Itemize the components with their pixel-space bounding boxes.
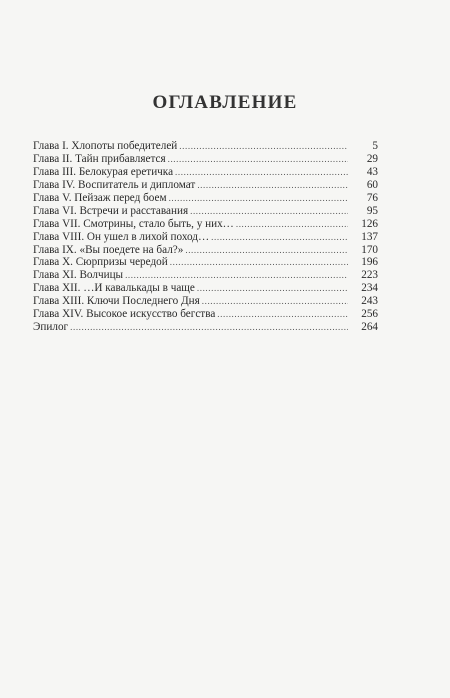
toc-entry: [33, 282, 378, 295]
toc-leader-dots: [169, 192, 348, 205]
toc-entry-page: 29: [366, 152, 378, 165]
toc-entry-page: 243: [361, 295, 378, 308]
toc-entry: [33, 140, 378, 153]
toc-entry: [33, 308, 378, 321]
toc-leader-dots: [197, 282, 348, 295]
page-title: ОГЛАВЛЕНИЕ: [152, 92, 298, 113]
toc-entry-page: 223: [361, 269, 378, 282]
toc-leader-dots: [175, 166, 348, 179]
toc-entry-title: Глава III. Белокурая еретичка: [33, 165, 174, 178]
toc-entry-title: Глава XIII. Ключи Последнего Дня: [33, 295, 200, 308]
toc-entry: [33, 192, 378, 205]
toc-entry: [33, 205, 378, 218]
toc-entry: [33, 256, 378, 269]
toc-leader-dots: [185, 244, 348, 257]
toc-entry: [33, 231, 378, 244]
toc-leader-dots: [190, 205, 348, 218]
toc-entry-page: 5: [372, 140, 378, 152]
toc-entry: [33, 166, 378, 179]
toc-entry-title: Глава XI. Волчицы: [33, 269, 124, 282]
toc-leader-dots: [170, 256, 348, 269]
toc-entry-title: Глава VI. Встречи и расставания: [33, 204, 189, 217]
toc-entry: [33, 244, 378, 257]
toc-entry-title: Глава IV. Воспитатель и дипломат: [33, 178, 196, 191]
table-of-contents: [33, 140, 378, 334]
toc-leader-dots: [70, 321, 348, 334]
toc-entry-title: Глава XIV. Высокое искусство бегства: [33, 308, 216, 321]
toc-entry-page: 95: [366, 204, 378, 217]
toc-leader-dots: [168, 153, 348, 166]
toc-entry-page: 256: [361, 308, 378, 321]
toc-entry-page: 43: [366, 165, 378, 178]
toc-entry: [33, 179, 378, 192]
toc-entry-title: Глава X. Сюрпризы чередой: [33, 256, 168, 269]
toc-leader-dots: [202, 295, 348, 308]
toc-entry-page: 234: [361, 282, 378, 295]
toc-entry-page: 60: [366, 178, 378, 191]
toc-leader-dots: [211, 231, 348, 244]
toc-entry: [33, 269, 378, 282]
toc-leader-dots: [179, 140, 348, 153]
toc-entry-title: Глава I. Хлопоты победителей: [33, 140, 178, 152]
toc-entry: [33, 218, 378, 231]
toc-leader-dots: [197, 179, 348, 192]
toc-entry: [33, 153, 378, 166]
toc-entry-title: Глава XII. …И кавалькады в чаще: [33, 282, 195, 295]
toc-entry-title: Эпилог: [33, 321, 69, 334]
toc-entry-page: 126: [361, 217, 378, 230]
toc-leader-dots: [236, 218, 348, 231]
toc-entry-title: Глава IX. «Вы поедете на бал?»: [33, 243, 184, 256]
toc-entry-page: 264: [361, 321, 378, 334]
toc-entry-page: 137: [361, 230, 378, 243]
toc-entry-title: Глава VIII. Он ушел в лихой поход…: [33, 230, 210, 243]
toc-entry-title: Глава V. Пейзаж перед боем: [33, 191, 167, 204]
toc-entry: [33, 295, 378, 308]
toc-leader-dots: [125, 269, 348, 282]
toc-entry-title: Глава II. Тайн прибавляется: [33, 152, 166, 165]
toc-entry-page: 196: [361, 256, 378, 269]
toc-entry-page: 76: [366, 191, 378, 204]
toc-entry-page: 170: [361, 243, 378, 256]
toc-entry-title: Глава VII. Смотрины, стало быть, у них…: [33, 217, 234, 230]
toc-entry: [33, 321, 378, 334]
toc-leader-dots: [217, 308, 348, 321]
